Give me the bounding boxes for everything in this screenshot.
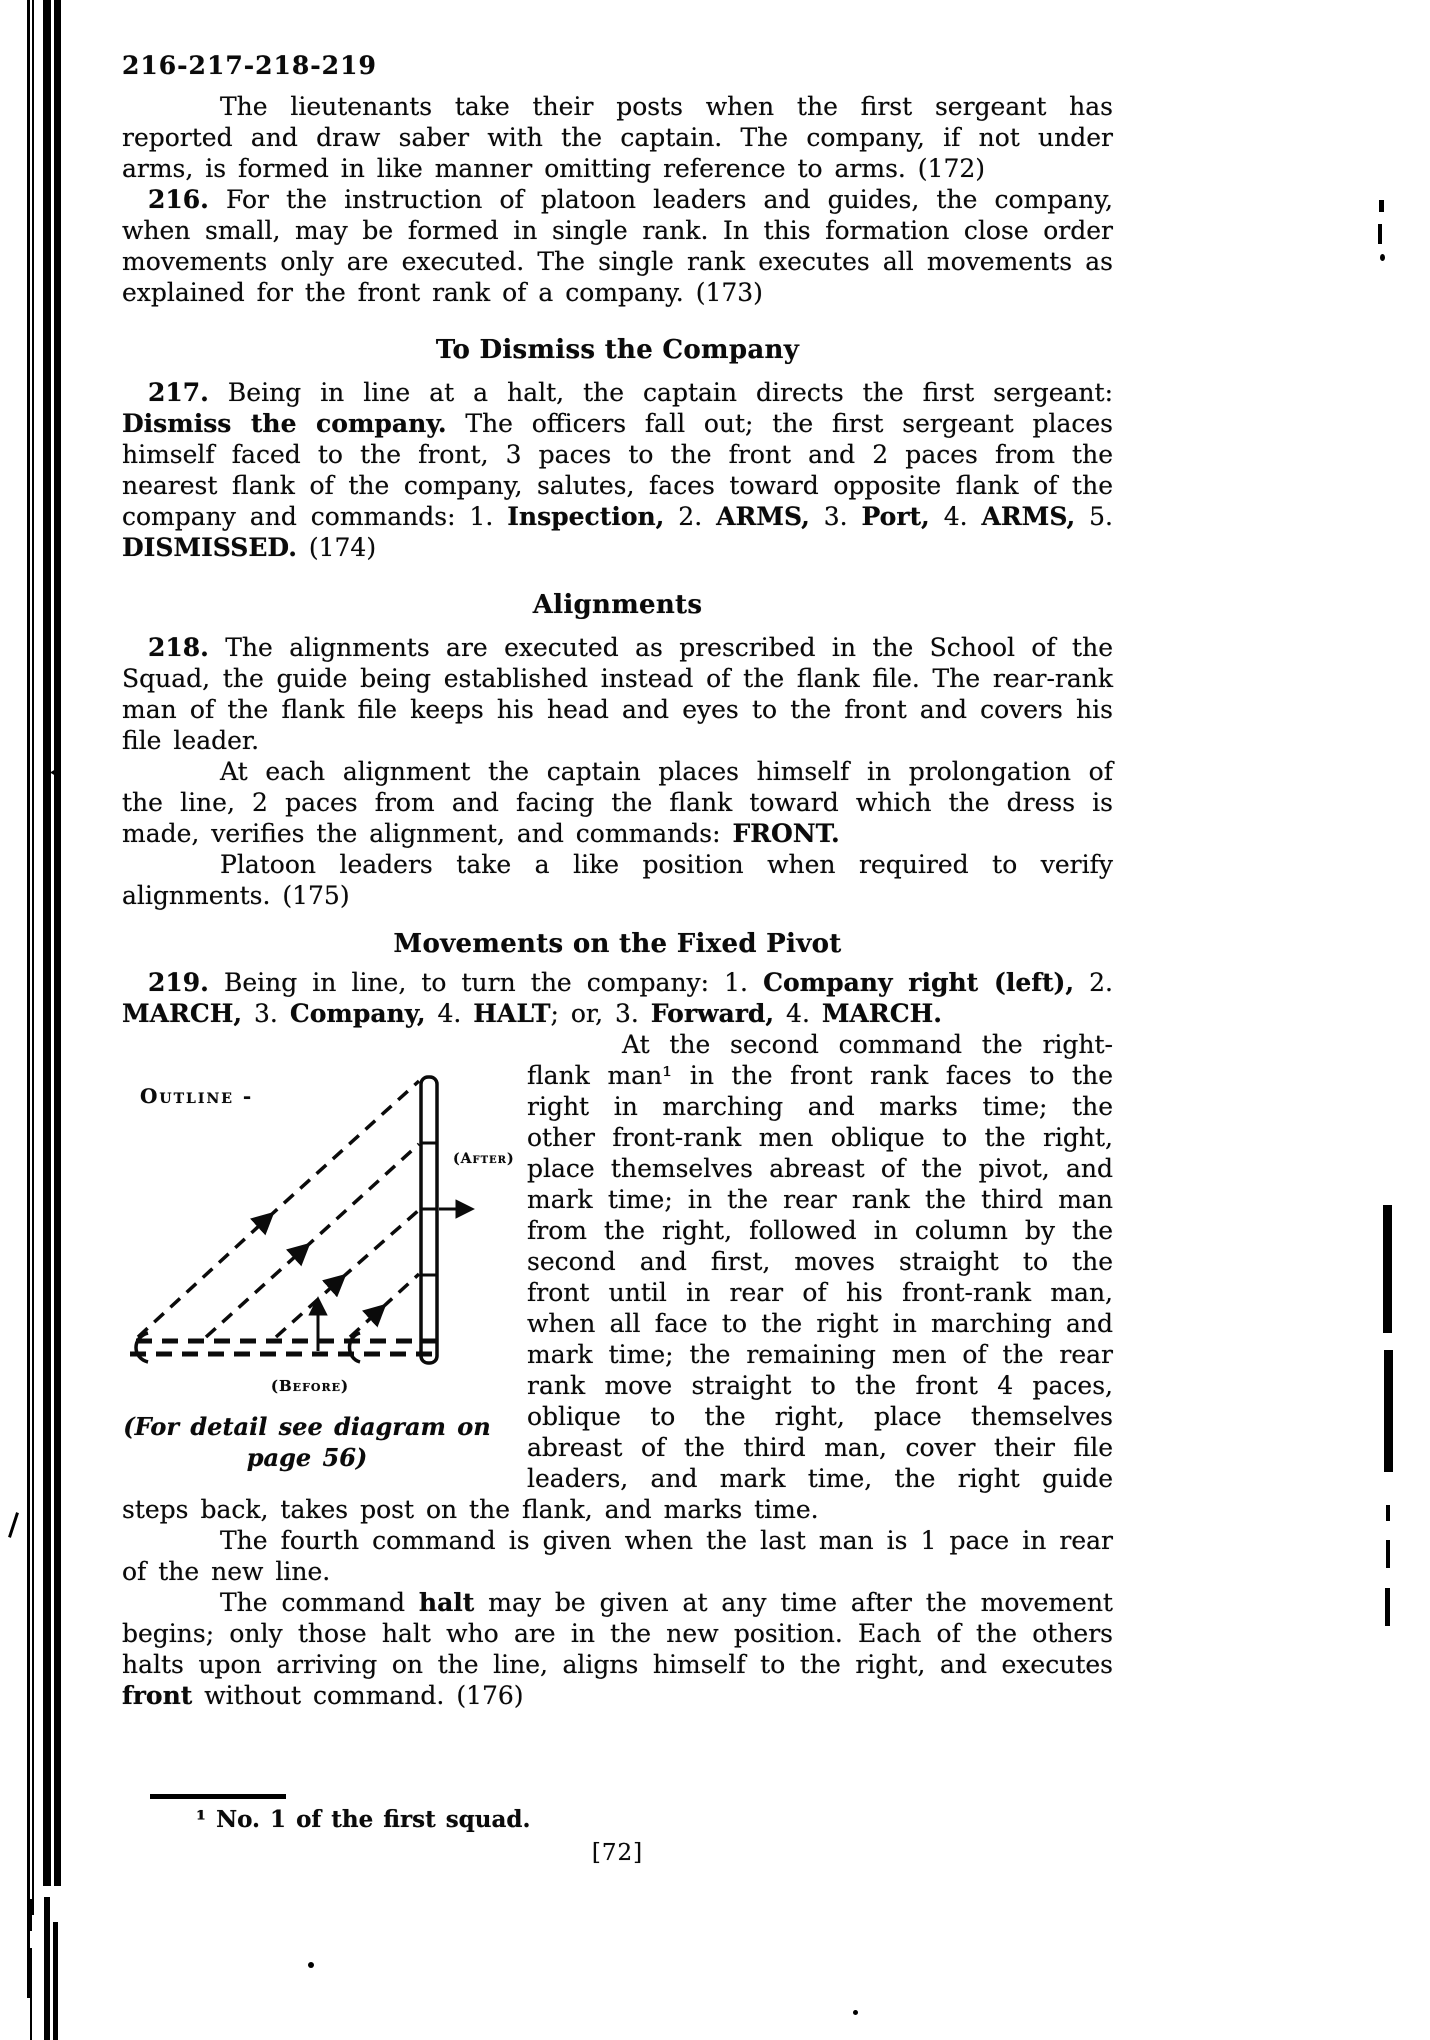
- movement-path-dashed: [350, 1274, 419, 1337]
- binding-line-artifact: [44, 1897, 50, 2040]
- paragraph-command-halt: The command halt may be given at any time after the movement begins; only those halt who are in the new position. Each of the others halts upon arriving on the line, aligns himself to the right, and executes front without command. (176): [122, 1588, 1113, 1710]
- scan-artifact: [1379, 200, 1384, 212]
- binding-line-artifact: [43, 0, 51, 1886]
- paragraph-216: 216. For the instruction of platoon leaders and guides, the company, when small, may be formed in single rank. In this formation close order movements only are executed. The single rank executes all movements as explained for the front rank of a company. (173): [122, 185, 1113, 307]
- movement-path-dashed: [276, 1210, 419, 1337]
- scan-artifact: [853, 2010, 858, 2015]
- paragraph-platoon-leaders: Platoon leaders take a like position when required to verify alignments. (175): [122, 850, 1113, 910]
- scan-artifact: [1385, 1588, 1390, 1626]
- scan-artifact: [308, 1962, 314, 1968]
- text-column: [122, 52, 1113, 1711]
- paragraph-219: 219. Being in line, to turn the company: 1. Company right (left), 2. MARCH, 3. Company, 4. HALT; or, 3. Forward, 4. MARCH.: [122, 968, 1113, 1028]
- binding-line-artifact: [32, 0, 34, 1915]
- binding-line-artifact: [30, 1899, 32, 1931]
- binding-line-artifact: [27, 0, 30, 1998]
- paragraph-217: 217. Being in line at a halt, the captain directs the first sergeant: Dismiss the company. The officers fall out; the first sergeant places himself faced to the front, 3 paces to the front and 2 paces from the nearest flank of the company, salutes, faces toward opposite flank of the company and commands: 1. Inspection, 2. ARMS, 3. Port, 4. ARMS, 5. DISMISSED. (174): [122, 378, 1113, 562]
- running-head-section-numbers: 216-217-218-219: [122, 51, 377, 80]
- heading-to-dismiss-the-company: To Dismiss the Company: [435, 335, 800, 365]
- paragraph-at-each-alignment: At each alignment the captain places himself in prolongation of the line, 2 paces from and facing the flank toward which the dress is made, verifies the alignment, and commands: FRONT.: [122, 757, 1113, 848]
- diagram-after-label: (After): [453, 1151, 515, 1167]
- diagram-caption-line1: (For detail see diagram on: [123, 1412, 491, 1441]
- scan-artifact: [1386, 1505, 1390, 1521]
- diagram-caption: [122, 1411, 492, 1473]
- paragraph-pivot-detail: At the second command the right-flank man¹ in the front rank faces to the right in marching and marks time; the other front-rank men oblique to the right, place themselves abreast of the pivot, and mark time; in the rear rank the third man from the right, followed in column by the second and first, moves straight to the front until in rear of his front-rank man, when all face to the right in marching and mark time; the remaining men of the rear rank move straight to the front 4 paces, oblique to the right, place themselves abreast of the third man, cover their file leaders, and mark time, the right guide steps back, takes post on the flank, and marks time.: [122, 1030, 1113, 1524]
- scan-artifact: [1384, 1350, 1393, 1472]
- scan-artifact: [1380, 254, 1385, 261]
- pivot-turn-diagram: [122, 1029, 527, 1473]
- company-line-after-bar: [421, 1077, 437, 1363]
- line-end-curl: [350, 1333, 361, 1362]
- pivot-detail-section: [122, 1029, 1113, 1711]
- page-number: [72]: [591, 1840, 644, 1866]
- paragraph-218: 218. The alignments are executed as prescribed in the School of the Squad, the guide being established instead of the flank file. The rear-rank man of the flank file keeps his head and eyes to the front and covers his file leader.: [122, 633, 1113, 755]
- binding-line-artifact: [54, 0, 61, 1886]
- scan-artifact: [1378, 224, 1382, 244]
- paragraph-fourth-command: The fourth command is given when the last man is 1 pace in rear of the new line.: [122, 1526, 1113, 1586]
- paragraph-intro: The lieutenants take their posts when the first sergeant has reported and draw saber with the captain. The company, if not under arms, is formed in like manner omitting reference to arms. (172): [122, 92, 1113, 183]
- pivot-turn-figure: [122, 1071, 527, 1407]
- diagram-before-label: (Before): [270, 1377, 350, 1395]
- movement-path-dashed: [138, 1081, 419, 1337]
- scan-artifact: [8, 1512, 19, 1538]
- heading-alignments: Alignments: [532, 590, 703, 620]
- movement-path-dashed: [206, 1144, 419, 1337]
- line-end-curl: [136, 1333, 148, 1362]
- heading-movements-fixed-pivot: Movements on the Fixed Pivot: [393, 929, 842, 959]
- binding-line-artifact: [30, 1948, 32, 2040]
- footnote-text: ¹ No. 1 of the first squad.: [196, 1806, 531, 1833]
- diagram-caption-line2: page 56): [246, 1443, 368, 1472]
- scan-artifact: [1383, 1205, 1392, 1333]
- binding-line-artifact: [53, 1922, 58, 2040]
- footnote-rule: [150, 1794, 286, 1799]
- diagram-outline-label: Outline -: [140, 1084, 254, 1108]
- scan-artifact: [1386, 1540, 1390, 1568]
